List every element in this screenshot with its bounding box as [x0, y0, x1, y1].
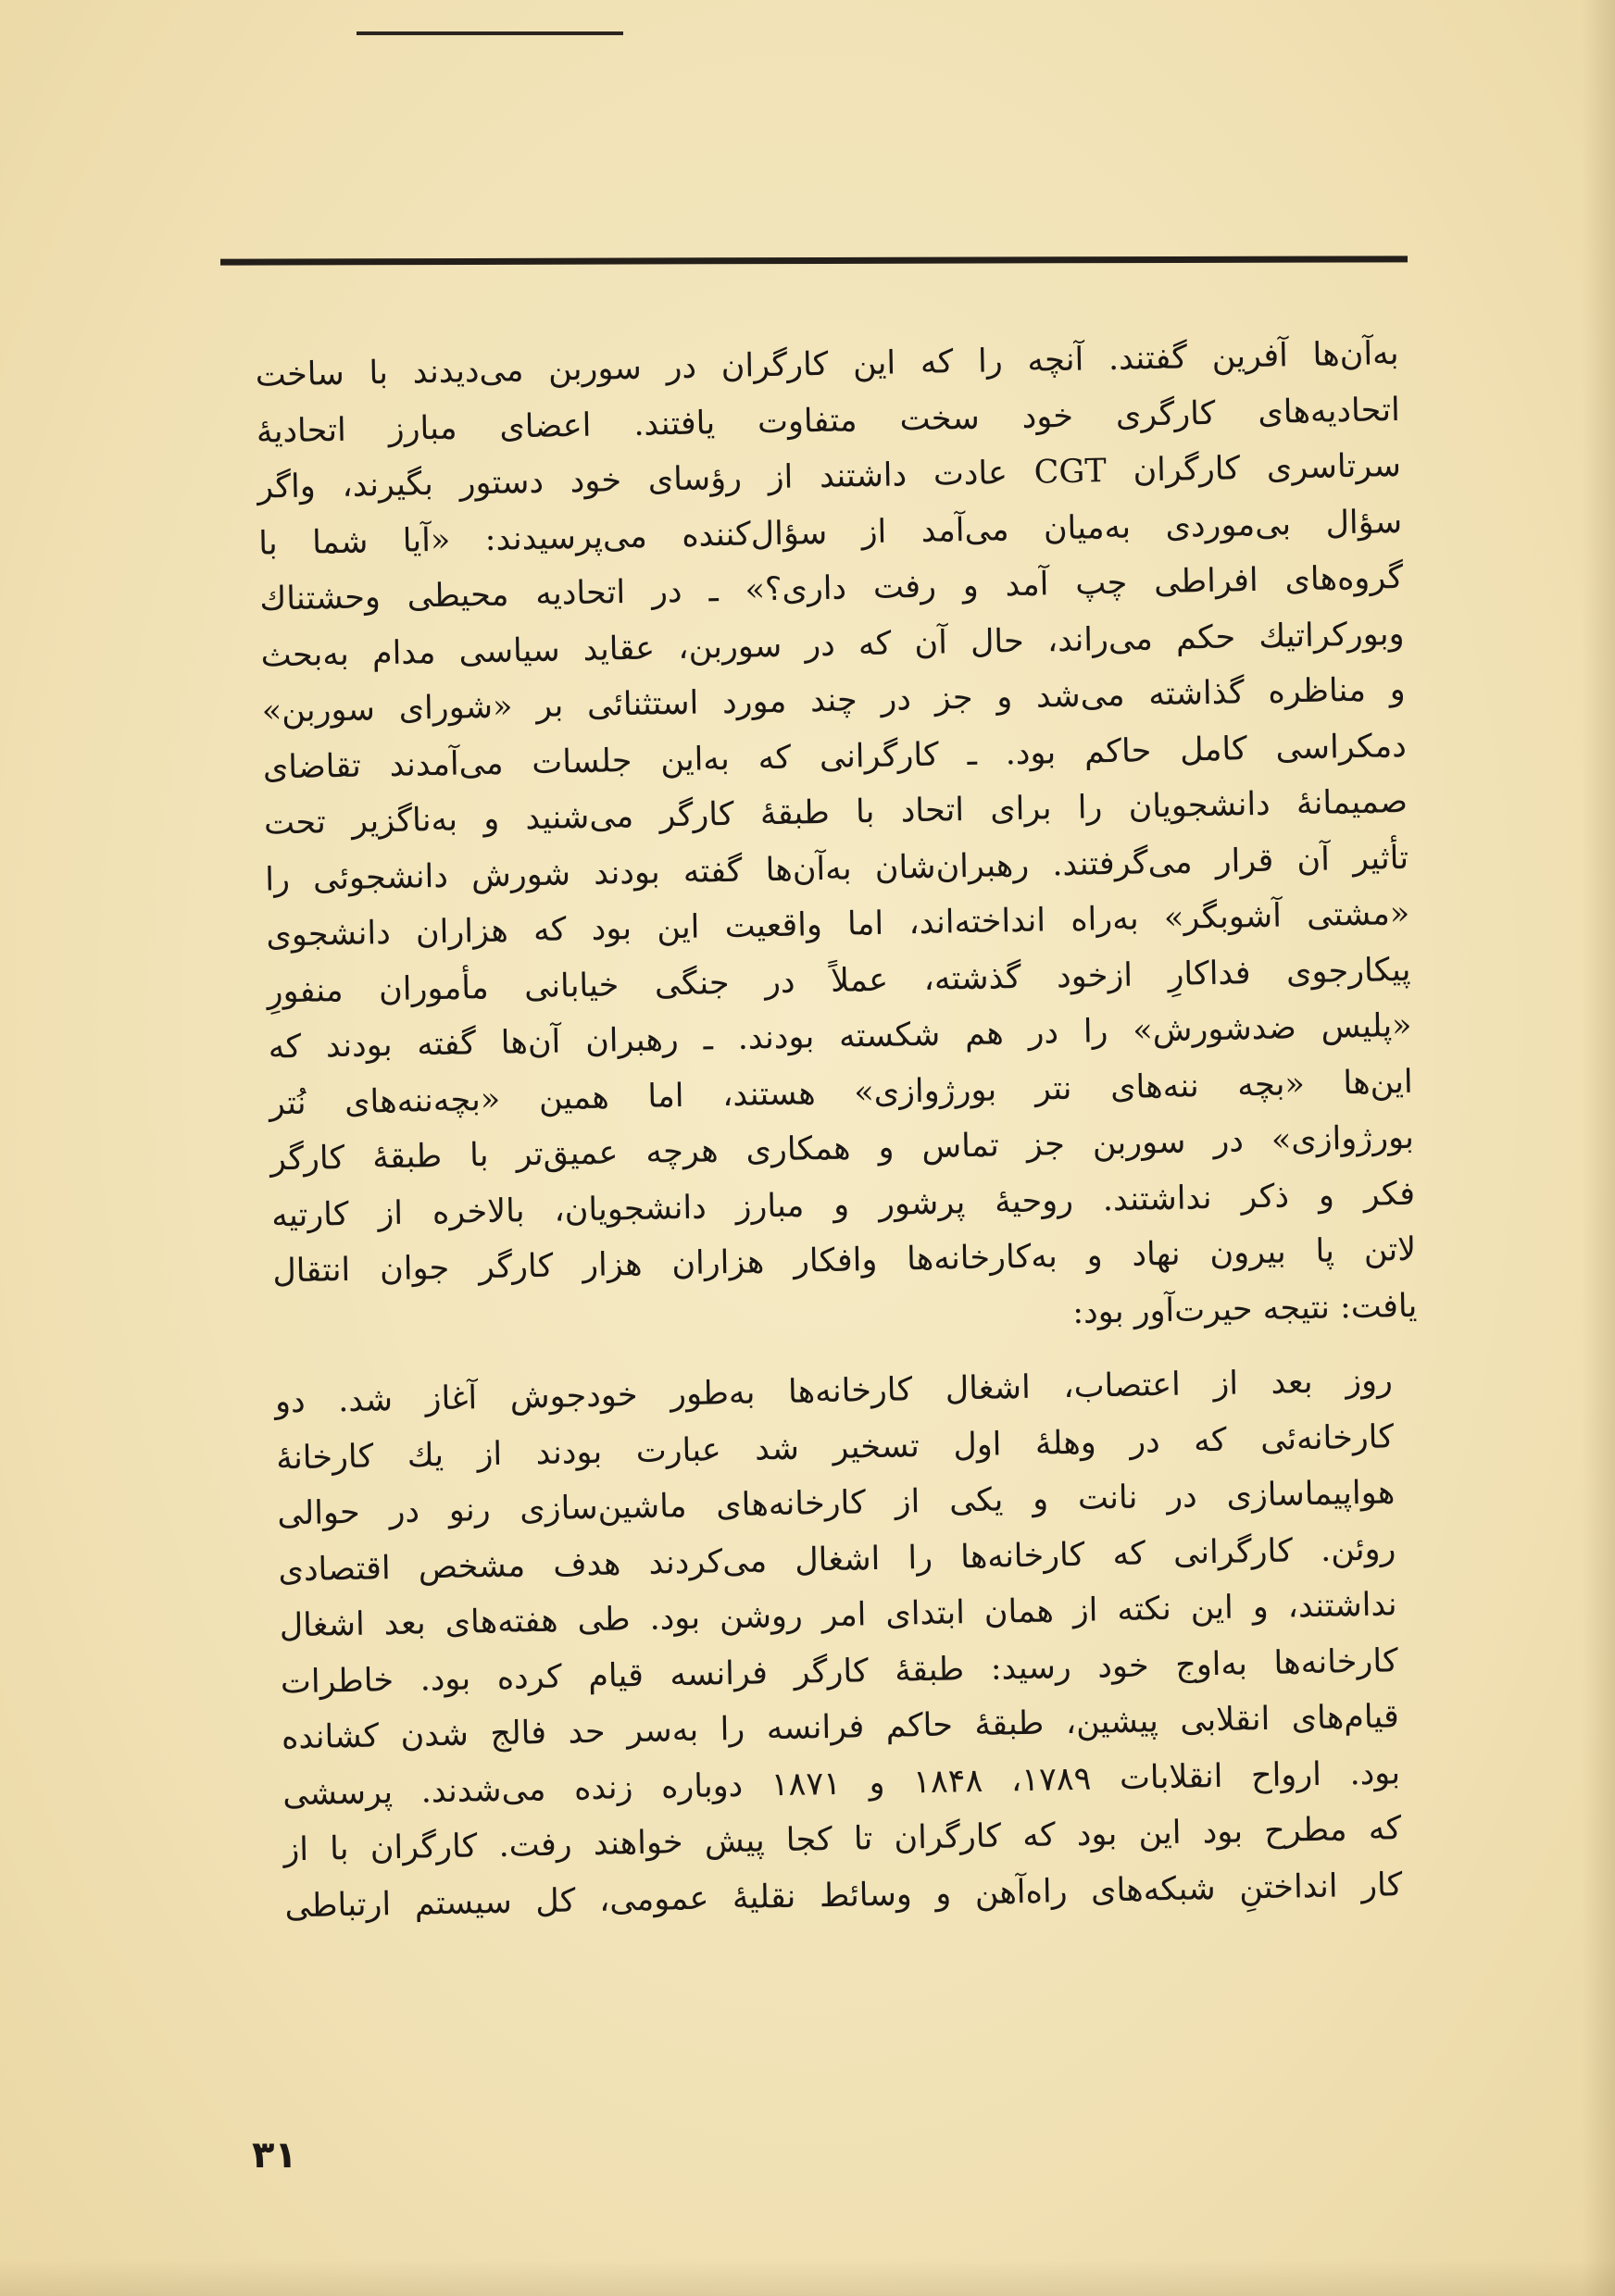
page-edge-shadow-bottom — [0, 2259, 1615, 2296]
text-line: به‌آن‌ها آفرین گفتند. آنچه را که این کارگران در سوربن می‌دیدند با ساخت — [255, 334, 1399, 394]
text-line: نداشتند، و این نكته از همان ابتدای امر روشن بود. طی هفته‌های بعد اشغال — [279, 1586, 1397, 1645]
paragraph-2 — [275, 1353, 1429, 1935]
text-line: دمكراسی كامل حاكم بود. ـ كارگرانی كه به‌این جلسات می‌آمدند تقاضای — [262, 727, 1408, 787]
text-line: كارخانه‌ئی كه در وهلهٔ اول تسخیر شد عبارت بودند از یك كارخانهٔ — [275, 1417, 1395, 1477]
text-line: روئن. كارگرانی كه كارخانه‌ها را اشغال می‌كردند هدف مشخص اقتصادی — [278, 1529, 1396, 1589]
page-number: ۳۱ — [252, 2134, 297, 2177]
text-line: و مناظره گذاشته می‌شد و جز در چند مورد استثنائی بر «شورای سوربن» — [261, 670, 1406, 730]
text-line: كه مطرح بود این بود كه كارگران تا كجا پیش خواهند رفت. كارگران با از — [283, 1810, 1402, 1869]
text-line: وبوركراتیك حكم می‌راند، حال آن که در سوربن، عقاید سیاسی مدام به‌بحث — [260, 615, 1405, 675]
text-line: پیكارجوی فداكارِ ازخود گذشته، عملاً در جنگی خیابانی مأموران منفورِ — [267, 951, 1411, 1011]
text-line: هواپیماسازی در نانت و یكی از كارخانه‌های ماشین‌سازی رنو در حوالی — [277, 1474, 1396, 1533]
text-line: لاتن پا بیرون نهاد و به‌كارخانه‌ها وافكار هزاران هزار كارگر جوان انتقال — [272, 1230, 1417, 1291]
text-line: فكر و ذكر نداشتند. روحیهٔ پرشور و مبارز دانشجویان، بالاخره از كارتیه — [270, 1175, 1416, 1235]
text-line: این‌ها «بچه ننه‌های نتر بورژوازی» هستند، اما همین «بچه‌ننه‌های نُتر — [269, 1063, 1414, 1123]
body-text — [255, 326, 1429, 1934]
text-line: كار انداختنِ شبكه‌های راه‌آهن و وسائط نقلیهٔ عمومی، كل سیستم ارتباطی — [284, 1866, 1403, 1925]
text-line: اتحادیه‌های کارگری خود سخت متفاوت یافتند. اعضای مبارز اتحادیهٔ — [256, 391, 1401, 451]
text-line: بورژوازی» در سوربن جز تماس و همكاری هرچه عمیق‌تر با طبقهٔ كارگر — [269, 1118, 1415, 1179]
text-line: «پلیس ضدشورش» را در هم شكسته بودند. ـ رهبران آن‌ها گفته بودند كه — [268, 1006, 1412, 1067]
text-line: قیام‌های انقلابی پیشین، طبقهٔ حاكم فرانسه را به‌سر حد فالج شدن كشانده — [281, 1698, 1400, 1757]
text-line: كارخانه‌ها به‌اوج خود رسید: طبقهٔ كارگر فرانسه قیام كرده بود. خاطرات — [280, 1641, 1399, 1701]
text-line: سرتاسری کارگران CGT عادت داشتند از رؤسای خود دستور بگیرند، واگر — [257, 446, 1402, 506]
paragraph-1 — [255, 326, 1418, 1356]
text-line: گروه‌های افراطی چپ آمد و رفت داری؟» ـ در اتحادیه محیطی وحشتناك — [259, 558, 1404, 618]
text-line: صمیمانهٔ دانشجویان را برای اتحاد با طبقهٔ كارگر می‌شنید و به‌ناگزیر تحت — [263, 782, 1408, 842]
page-edge-shadow-right — [1582, 0, 1615, 2296]
text-line: تأثیر آن قرار می‌گرفتند. رهبران‌شان به‌آن‌ها گفته بودند شورش دانشجوئی را — [264, 839, 1409, 899]
text-line: سؤال بی‌موردی به‌میان می‌آمد از سؤال‌کننده می‌پرسیدند: «آیا شما با — [257, 503, 1403, 563]
text-line: یافت: نتیجه حیرت‌آور بود: — [1071, 1287, 1418, 1331]
text-line: بود. ارواح انقلابات ۱۷۸۹، ۱۸۴۸ و ۱۸۷۱ دوباره زنده می‌شدند. پرسشی — [282, 1753, 1401, 1813]
top-short-rule — [357, 31, 623, 35]
text-line: روز بعد از اعتصاب، اشغال كارخانه‌ها به‌طور خودجوش آغاز شد. دو — [274, 1362, 1394, 1421]
text-line: «مشتی آشوبگر» به‌راه انداخته‌اند، اما واقعیت این بود كه هزاران دانشجوی — [266, 894, 1410, 955]
